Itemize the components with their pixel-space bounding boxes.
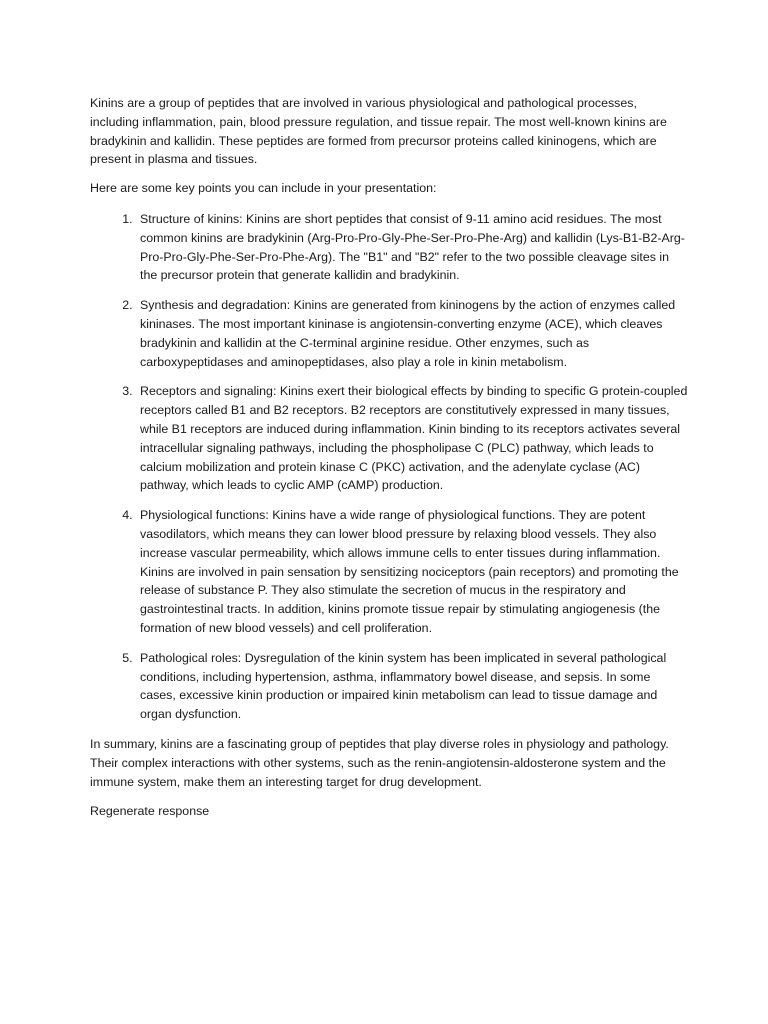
regenerate-response-text: Regenerate response [90,804,210,819]
list-item-pathological: 5. Pathological roles: Dysregulation of the kinin system has been implicated in several pathological conditions, including hypertension, asthma, inflammatory bowel disease, and sepsis. In some cases, excessive kinin production or impaired kinin metabolism can lead to tissue damage and organ dysfunction. [136,649,688,724]
key-points-intro: Here are some key points you can include in your presentation: [90,181,437,196]
list-item-structure: 1. Structure of kinins: Kinins are short peptides that consist of 9-11 amino acid residues. The most common kinins are bradykinin (Arg-Pro-Pro-Gly-Phe-Ser-Pro-Phe-Arg) and kallidin (Lys-B1-B2-Arg-Pro-Pro-Gly-Phe-Ser-Pro-Phe-Arg). The "B1" and "B2" refer to the two possible cleavage sites in the precursor protein that generate kallidin and bradykinin. [136,210,688,285]
key-points-list [90,210,688,724]
list-item-receptors: 3. Receptors and signaling: Kinins exert their biological effects by binding to specific G protein-coupled receptors called B1 and B2 receptors. B2 receptors are constitutively expressed in many tissues, while B1 receptors are induced during inflammation. Kinin binding to its receptors activates several intracellular signaling pathways, including the phospholipase C (PLC) pathway, which leads to calcium mobilization and protein kinase C (PKC) activation, and the adenylate cyclase (AC) pathway, which leads to cyclic AMP (cAMP) production. [136,382,688,495]
list-item-synthesis: 2. Synthesis and degradation: Kinins are generated from kininogens by the action of enzymes called kininases. The most important kininase is angiotensin-converting enzyme (ACE), which cleaves bradykinin and kallidin at the C-terminal arginine residue. Other enzymes, such as carboxypeptidases and aminopeptidases, also play a role in kinin metabolism. [136,296,688,371]
list-item-physiological: 4. Physiological functions: Kinins have a wide range of physiological functions. They are potent vasodilators, which means they can lower blood pressure by relaxing blood vessels. They also increase vascular permeability, which allows immune cells to enter tissues during inflammation. Kinins are involved in pain sensation by sensitizing nociceptors (pain receptors) and promoting the release of substance P. They also stimulate the secretion of mucus in the respiratory and gastrointestinal tracts. In addition, kinins promote tissue repair by stimulating angiogenesis (the formation of new blood vessels) and cell proliferation. [136,506,688,638]
intro-paragraph: Kinins are a group of peptides that are involved in various physiological and pathological processes, including inflammation, pain, blood pressure regulation, and tissue repair. The most well-known kinins are bradykinin and kallidin. These peptides are formed from precursor proteins called kininogens, which are present in plasma and tissues. [90,96,667,167]
summary-paragraph: In summary, kinins are a fascinating group of peptides that play diverse roles in physiology and pathology. Their complex interactions with other systems, such as the renin-angiotensin-aldosterone system and the immune system, make them an interesting target for drug development. [90,736,669,789]
